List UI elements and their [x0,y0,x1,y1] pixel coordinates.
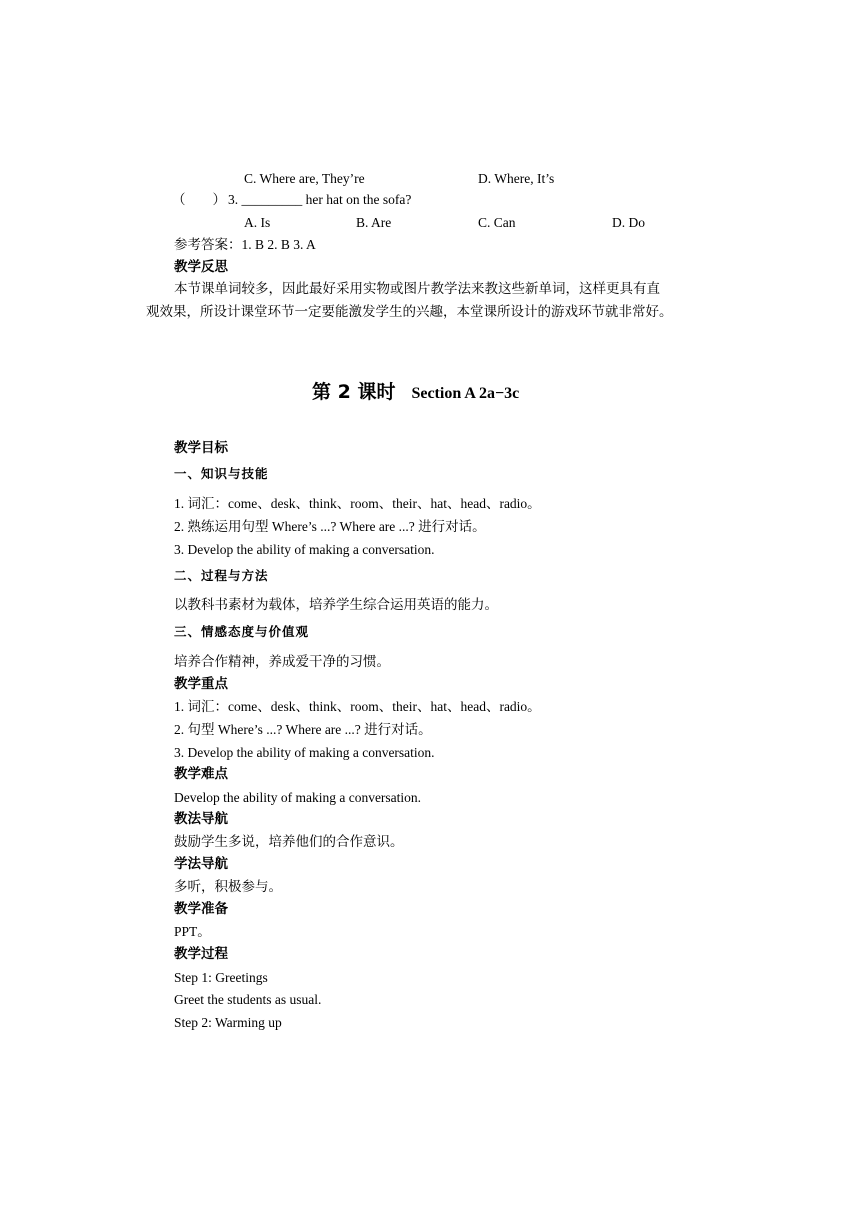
preparation-heading: 教学准备 [174,901,228,917]
teaching-method-heading: 教法导航 [174,811,228,827]
q2-option-d: D. Where, It’s [478,171,555,186]
procedure-step-1: Step 1: Greetings [174,970,268,985]
objectives-heading: 教学目标 [174,440,228,456]
procedure-step-1-text: Greet the students as usual. [174,992,322,1007]
reflection-line-1: 本节课单词较多，因此最好采用实物或图片教学法来教这些新单词，这样更具有直 [174,281,660,296]
preparation-text: PPT。 [174,924,211,939]
difficulty-heading: 教学难点 [174,766,228,782]
objectives-process-text: 以教科书素材为载体，培养学生综合运用英语的能力。 [174,597,498,612]
teaching-method-text: 鼓励学生多说，培养他们的合作意识。 [174,834,404,849]
key-points-item-2: 2. 句型 Where’s ...? Where are ...? 进行对话。 [174,722,432,737]
objectives-subheading-1: 一、知识与技能 [174,466,269,481]
q3-stem: 3. _________ her hat on the sofa? [228,192,412,207]
key-points-heading: 教学重点 [174,676,228,692]
key-points-item-1: 1. 词汇：come、desk、think、room、their、hat、head、radio。 [174,699,541,714]
objectives-emotion-text: 培养合作精神，养成爱干净的习惯。 [174,654,390,669]
key-points-item-3: 3. Develop the ability of making a conversation. [174,745,435,760]
reflection-line-2: 观效果，所设计课堂环节一定要能激发学生的兴趣，本堂课所设计的游戏环节就非常好。 [146,304,673,319]
q3-option-a: A. Is [244,215,271,230]
lesson-title-cn: 第 2 课时 [312,381,396,403]
q3-option-c: C. Can [478,215,516,230]
difficulty-text: Develop the ability of making a conversation. [174,790,422,805]
objectives-item-2: 2. 熟练运用句型 Where’s ...? Where are ...? 进行对话。 [174,519,486,534]
reflection-heading: 教学反思 [174,259,228,275]
answer-key: 参考答案：1. B 2. B 3. A [174,237,316,252]
lesson-title [312,381,519,405]
learning-method-text: 多听，积极参与。 [174,879,282,894]
lesson-title-en: Section A 2a−3c [411,385,520,402]
q3-paren: （ ） [172,192,226,207]
learning-method-heading: 学法导航 [174,856,228,872]
objectives-subheading-2: 二、过程与方法 [174,568,269,583]
q2-option-c: C. Where are, They’re [244,171,365,186]
objectives-item-1: 1. 词汇：come、desk、think、room、their、hat、head、radio。 [174,496,541,511]
procedure-step-2: Step 2: Warming up [174,1015,282,1030]
procedure-heading: 教学过程 [174,946,228,962]
q3-option-d: D. Do [612,215,645,230]
q3-option-b: B. Are [356,215,392,230]
objectives-subheading-3: 三、情感态度与价值观 [174,624,310,639]
objectives-item-3: 3. Develop the ability of making a conversation. [174,542,435,557]
